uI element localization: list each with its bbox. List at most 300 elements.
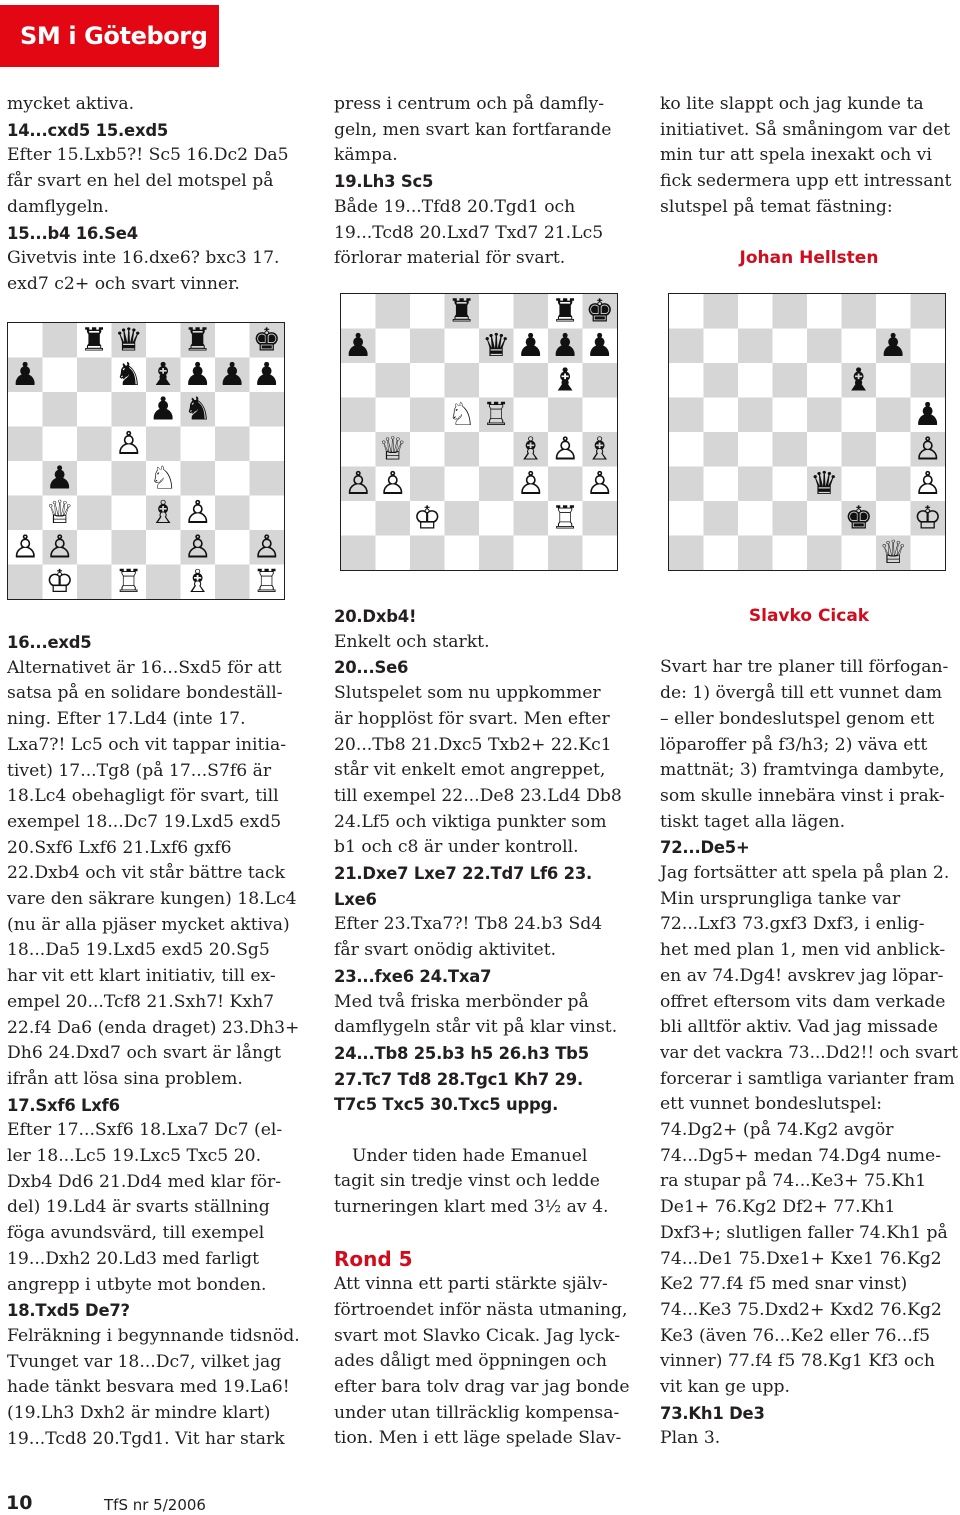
board-square	[704, 398, 739, 433]
board-square	[112, 392, 147, 427]
board-square	[43, 427, 78, 462]
round-heading: Rond 5	[334, 1246, 413, 1271]
chessboard	[668, 293, 946, 571]
board-square	[738, 432, 773, 467]
board-square	[807, 432, 842, 467]
text-line: 74...De1 75.Dxe1+ Kxe1 76.Kg2	[660, 1248, 942, 1269]
text-line: Lxa7?! Lc5 och vit tappar initia-	[7, 734, 287, 755]
board-square	[669, 398, 704, 433]
chess-diagram-3	[668, 293, 946, 571]
text-line: 20...Tb8 21.Dxc5 Txb2+ 22.Kc1	[334, 734, 612, 755]
move-line: 21.Dxe7 Lxe7 22.Td7 Lf6 23.	[334, 864, 593, 884]
board-square	[773, 501, 808, 536]
white-pawn-icon: ♙	[183, 495, 212, 532]
white-pawn-icon: ♙	[114, 426, 143, 463]
board-square	[410, 398, 445, 433]
black-knight-icon: ♞	[114, 357, 143, 394]
text-line: tion. Men i ett läge spelade Slav-	[334, 1428, 622, 1449]
board-square	[876, 501, 911, 536]
white-bishop-icon: ♗	[585, 431, 614, 468]
board-square	[215, 461, 250, 496]
board-square	[876, 398, 911, 433]
board-square	[704, 536, 739, 571]
white-pawn-icon: ♙	[45, 529, 74, 566]
text-line: empel 20...Tcf8 21.Sxh7! Kxh7	[7, 991, 275, 1012]
white-bishop-icon: ♗	[516, 431, 545, 468]
board-square	[250, 461, 285, 496]
text-line: ning. Efter 17.Ld4 (inte 17.	[7, 709, 246, 730]
board-square	[8, 323, 43, 358]
board-square	[514, 294, 549, 329]
board-square	[410, 363, 445, 398]
black-pawn-icon: ♟	[183, 357, 212, 394]
black-pawn-icon: ♟	[218, 357, 247, 394]
black-pawn-icon: ♟	[11, 357, 40, 394]
black-knight-icon: ♞	[183, 391, 212, 428]
board-square	[376, 294, 411, 329]
board-square	[341, 398, 376, 433]
text-line: damflygeln står vit på klar vinst.	[334, 1017, 618, 1038]
text-line: De1+ 76.Kg2 Df2+ 77.Kh1	[660, 1197, 896, 1218]
black-pawn-icon: ♟	[149, 391, 178, 428]
board-square	[738, 501, 773, 536]
white-bishop-icon: ♗	[183, 564, 212, 600]
board-square	[911, 536, 946, 571]
text-line: exd7 c2+ och svart vinner.	[7, 273, 240, 294]
white-pawn-icon: ♙	[551, 431, 580, 468]
board-square	[583, 363, 618, 398]
chessboard	[7, 322, 285, 600]
text-line: ifrån att lösa sina problem.	[7, 1068, 243, 1089]
board-square	[514, 363, 549, 398]
board-square	[738, 398, 773, 433]
board-square	[479, 363, 514, 398]
board-square	[77, 427, 112, 462]
text-line: forcerar i samtliga varianter fram	[660, 1068, 955, 1089]
board-square	[77, 565, 112, 600]
board-square	[341, 363, 376, 398]
board-square	[215, 427, 250, 462]
board-square	[341, 501, 376, 536]
move-line: Lxe6	[334, 889, 377, 909]
text-line: Dh6 24.Dxd7 och svart är långt	[7, 1043, 281, 1064]
text-line: Givetvis inte 16.dxe6? bxc3 17.	[7, 248, 280, 269]
board-square	[410, 329, 445, 364]
white-rook-icon: ♖	[114, 564, 143, 600]
board-square	[250, 392, 285, 427]
text-line: 19...Tcd8 20.Lxd7 Txd7 21.Lc5	[334, 222, 604, 243]
board-square	[215, 323, 250, 358]
text-line: Svart har tre planer till förfogan-	[660, 657, 949, 678]
text-line: geln, men svart kan fortfarande	[334, 119, 612, 140]
board-square	[8, 565, 43, 600]
text-line: (nu är alla pjäser mycket aktiva)	[7, 914, 290, 935]
text-line: offret eftersom vits dam verkade	[660, 991, 946, 1012]
board-square	[341, 432, 376, 467]
column-3	[660, 604, 958, 1452]
board-square	[410, 432, 445, 467]
board-square	[43, 323, 78, 358]
text-line: under utan tillräcklig kompensa-	[334, 1402, 620, 1423]
board-square	[842, 467, 877, 502]
board-square	[876, 467, 911, 502]
white-knight-icon: ♘	[447, 397, 476, 434]
board-square	[215, 496, 250, 531]
text-line: står vit enkelt emot angreppet,	[334, 760, 606, 781]
white-rook-icon: ♖	[482, 397, 511, 434]
text-line: Plan 3.	[660, 1428, 721, 1449]
text-line: Slutspelet som nu uppkommer	[334, 683, 601, 704]
board-square	[669, 501, 704, 536]
black-pawn-icon: ♟	[516, 328, 545, 365]
board-square	[8, 392, 43, 427]
board-square	[341, 294, 376, 329]
board-square	[250, 496, 285, 531]
text-line: slutspel på temat fästning:	[660, 196, 893, 217]
board-square	[807, 363, 842, 398]
move-line: T7c5 Txc5 30.Txc5 uppg.	[334, 1095, 559, 1115]
board-square	[112, 530, 147, 565]
black-rook-icon: ♜	[80, 322, 109, 359]
board-square	[669, 363, 704, 398]
board-square	[773, 432, 808, 467]
board-square	[146, 530, 181, 565]
text-line: – eller bondeslutspel genom ett	[660, 708, 935, 729]
white-queen-icon: ♕	[879, 535, 908, 571]
board-square	[479, 432, 514, 467]
chess-diagram-1	[7, 322, 285, 600]
text-line: 74...Ke3 75.Dxd2+ Kxd2 76.Kg2	[660, 1299, 942, 1320]
board-square	[842, 432, 877, 467]
white-rook-icon: ♖	[551, 500, 580, 537]
white-pawn-icon: ♙	[11, 529, 40, 566]
board-square	[738, 329, 773, 364]
board-square	[112, 496, 147, 531]
board-square	[215, 565, 250, 600]
magazine-issue: TfS nr 5/2006	[104, 1496, 206, 1514]
text-line	[660, 630, 958, 656]
board-square	[341, 536, 376, 571]
white-rook-icon: ♖	[252, 564, 281, 600]
board-square	[738, 467, 773, 502]
board-square	[77, 530, 112, 565]
white-bishop-icon: ♗	[149, 495, 178, 532]
white-king-icon: ♔	[45, 564, 74, 600]
board-square	[807, 398, 842, 433]
white-queen-icon: ♕	[378, 431, 407, 468]
white-pawn-icon: ♙	[913, 466, 942, 503]
text-line: Jag fortsätter att spela på plan 2.	[660, 863, 950, 884]
text-line: tivet) 17...Tg8 (på 17...S7f6 är	[7, 760, 272, 781]
board-square	[479, 501, 514, 536]
move-line: 20.Dxb4!	[334, 607, 417, 626]
board-square	[807, 294, 842, 329]
board-square	[8, 496, 43, 531]
black-king-icon: ♚	[585, 293, 614, 330]
board-square	[410, 467, 445, 502]
text-line: Ke3 (även 76...Ke2 eller 76...f5	[660, 1325, 931, 1346]
text-line: press i centrum och på damfly-	[334, 94, 605, 114]
board-square	[479, 294, 514, 329]
text-line	[660, 221, 958, 247]
board-square	[669, 536, 704, 571]
board-square	[376, 398, 411, 433]
board-square	[445, 432, 480, 467]
text-line: är hopplöst för svart. Men efter	[334, 708, 610, 729]
board-square	[410, 536, 445, 571]
black-pawn-icon: ♟	[344, 328, 373, 365]
column-1-top	[7, 92, 304, 298]
board-square	[583, 501, 618, 536]
board-square	[445, 501, 480, 536]
move-line: 73.Kh1 De3	[660, 1403, 765, 1423]
text-line: förlorar material för svart.	[334, 248, 566, 269]
board-square	[842, 294, 877, 329]
text-line: kämpa.	[334, 145, 398, 166]
board-square	[773, 398, 808, 433]
board-square	[669, 467, 704, 502]
text-line: efter bara tolv drag var jag bonde	[334, 1377, 630, 1398]
text-line: Dxb4 Dd6 21.Dd4 med klar för-	[7, 1171, 282, 1192]
board-square	[876, 432, 911, 467]
board-square	[773, 467, 808, 502]
black-pawn-icon: ♟	[913, 397, 942, 434]
board-square	[773, 329, 808, 364]
black-bishop-icon: ♝	[844, 362, 873, 399]
text-line: ra stupar på 74...Ke3+ 75.Kh1	[660, 1171, 927, 1192]
text-line: Efter 15.Lxb5?! Sc5 16.Dc2 Da5	[7, 145, 289, 166]
board-square	[376, 329, 411, 364]
text-line: får svart en hel del motspel på	[7, 171, 274, 192]
text-line: 72...Lxf3 73.gxf3 Dxf3, i enlig-	[660, 914, 925, 935]
board-square	[704, 432, 739, 467]
board-square	[583, 398, 618, 433]
board-square	[514, 501, 549, 536]
section-banner	[0, 5, 219, 67]
board-square	[376, 536, 411, 571]
move-line: 15...b4 16.Se4	[7, 223, 138, 243]
text-line: 19...Tcd8 20.Tgd1. Vit har stark	[7, 1428, 285, 1449]
board-square	[445, 467, 480, 502]
move-line: 27.Tc7 Td8 28.Tgc1 Kh7 29.	[334, 1069, 583, 1089]
text-line: ko lite slappt och jag kunde ta	[660, 94, 924, 114]
text-line: 24.Lf5 och viktiga punkter som	[334, 811, 607, 832]
text-line	[334, 1118, 630, 1144]
player-name: Johan Hellsten	[739, 248, 879, 269]
move-line: 16...exd5	[7, 633, 92, 652]
text-line: Under tiden hade Emanuel	[352, 1145, 588, 1166]
text-line: vinner) 77.f4 f5 78.Kg1 Kf3 och	[660, 1351, 935, 1372]
move-line: 20...Se6	[334, 658, 409, 678]
black-pawn-icon: ♟	[879, 328, 908, 365]
text-line: Att vinna ett parti stärkte själv-	[334, 1274, 608, 1295]
board-square	[146, 323, 181, 358]
text-line: vare den säkrare kungen) 18.Lc4	[7, 889, 297, 910]
text-line: min tur att spela inexakt och vi	[660, 145, 932, 166]
board-square	[807, 536, 842, 571]
text-line: hade tänkt besvara med 19.La6!	[7, 1377, 290, 1398]
board-square	[77, 358, 112, 393]
white-pawn-icon: ♙	[344, 466, 373, 503]
board-square	[911, 294, 946, 329]
text-line: satsa på en solidare bondeställ-	[7, 683, 283, 704]
text-line: damflygeln.	[7, 196, 109, 217]
black-queen-icon: ♛	[482, 328, 511, 365]
board-square	[43, 392, 78, 427]
board-square	[479, 467, 514, 502]
player-name: Slavko Cicak	[748, 606, 870, 626]
text-line: het med plan 1, men vid anblick-	[660, 940, 946, 961]
text-line: var det vackra 73...Dd2!! och svart	[660, 1042, 959, 1063]
text-line: Enkelt och starkt.	[334, 631, 490, 652]
move-line: 14...cxd5 15.exd5	[7, 120, 169, 140]
text-line: ett vunnet bondeslutspel:	[660, 1094, 883, 1115]
text-line: 20.Sxf6 Lxf6 21.Lxf6 gxf6	[7, 837, 232, 858]
text-line: turneringen klart med 3½ av 4.	[334, 1197, 609, 1218]
board-square	[842, 536, 877, 571]
text-line: får svart onödig aktivitet.	[334, 940, 557, 961]
board-square	[514, 398, 549, 433]
board-square	[250, 427, 285, 462]
board-square	[842, 398, 877, 433]
board-square	[479, 536, 514, 571]
white-queen-icon: ♕	[45, 495, 74, 532]
board-square	[704, 467, 739, 502]
black-rook-icon: ♜	[447, 293, 476, 330]
board-square	[669, 329, 704, 364]
board-square	[410, 294, 445, 329]
board-square	[376, 501, 411, 536]
white-pawn-icon: ♙	[585, 466, 614, 503]
board-square	[704, 501, 739, 536]
banner-title: SM i Göteborg	[20, 22, 208, 50]
white-pawn-icon: ♙	[183, 529, 212, 566]
text-line: de: 1) övergå till ett vunnet dam	[660, 683, 943, 704]
text-line: 22.Dxb4 och vit står bättre tack	[7, 863, 286, 884]
black-rook-icon: ♜	[183, 322, 212, 359]
white-pawn-icon: ♙	[913, 431, 942, 468]
black-rook-icon: ♜	[551, 293, 580, 330]
text-line: 74...Dg5+ medan 74.Dg4 nume-	[660, 1145, 942, 1166]
text-line: 19...Dxh2 20.Ld3 med farligt	[7, 1248, 260, 1269]
text-line: Dxf3+; slutligen faller 74.Kh1 på	[660, 1222, 948, 1243]
board-square	[704, 294, 739, 329]
black-pawn-icon: ♟	[551, 328, 580, 365]
text-line: tiskt taget alla lägen.	[660, 811, 846, 832]
board-square	[807, 329, 842, 364]
text-line: ler 18...Lc5 19.Lxc5 Txc5 20.	[7, 1146, 262, 1167]
text-line	[334, 1221, 630, 1247]
text-line: 74.Dg2+ (på 74.Kg2 avgör	[660, 1120, 894, 1141]
column-3-top	[660, 92, 958, 272]
text-line: som skulle innebära vinst i prak-	[660, 785, 945, 806]
board-square	[876, 363, 911, 398]
text-line: vit kan ge upp.	[660, 1377, 790, 1398]
board-square	[911, 329, 946, 364]
board-square	[704, 329, 739, 364]
text-line: bli alltför aktiv. Vad jag missade	[660, 1017, 939, 1038]
board-square	[77, 392, 112, 427]
move-line: 72...De5+	[660, 838, 750, 858]
text-line: angrepp i utbyte mot bonden.	[7, 1274, 267, 1295]
text-line: föga avundsvärd, till exempel	[7, 1223, 265, 1244]
board-square	[738, 536, 773, 571]
board-square	[548, 536, 583, 571]
text-line: Med två friska merbönder på	[334, 991, 589, 1012]
text-line: 18.Lc4 obehagligt för svart, till	[7, 786, 279, 807]
board-square	[146, 565, 181, 600]
text-line: en av 74.Dg4! avskrev jag löpar-	[660, 965, 944, 986]
text-line: 22.f4 Da6 (enda draget) 23.Dh3+	[7, 1017, 300, 1038]
column-2-top	[334, 92, 630, 272]
board-square	[583, 536, 618, 571]
board-square	[445, 363, 480, 398]
text-line: förtroendet inför nästa utmaning,	[334, 1299, 628, 1320]
black-king-icon: ♚	[844, 500, 873, 537]
text-line: (19.Lh3 Dxh2 är mindre klart)	[7, 1403, 271, 1424]
move-line: 18.Txd5 De7?	[7, 1301, 130, 1321]
board-square	[112, 461, 147, 496]
white-pawn-icon: ♙	[252, 529, 281, 566]
white-king-icon: ♔	[413, 500, 442, 537]
text-line: till exempel 22...De8 23.Ld4 Db8	[334, 785, 622, 806]
board-square	[514, 536, 549, 571]
board-square	[445, 536, 480, 571]
board-square	[445, 329, 480, 364]
board-square	[773, 536, 808, 571]
text-line: Alternativet är 16...Sxd5 för att	[7, 657, 282, 678]
board-square	[773, 294, 808, 329]
chess-diagram-2	[340, 293, 618, 571]
board-square	[43, 358, 78, 393]
board-square	[911, 363, 946, 398]
move-line: 23...fxe6 24.Txa7	[334, 966, 492, 986]
board-square	[181, 461, 216, 496]
text-line: b1 och c8 är under kontroll.	[334, 837, 579, 858]
text-line: initiativet. Så småningom var det	[660, 119, 951, 140]
board-square	[548, 467, 583, 502]
white-knight-icon: ♘	[149, 460, 178, 497]
board-square	[738, 363, 773, 398]
white-pawn-icon: ♙	[378, 466, 407, 503]
white-king-icon: ♔	[913, 500, 942, 537]
board-square	[669, 294, 704, 329]
text-line: har vit ett klart initiativ, till ex-	[7, 966, 276, 987]
text-line: Min ursprungliga tanke var	[660, 888, 901, 909]
board-square	[876, 294, 911, 329]
text-line: ades dåligt med öppningen och	[334, 1351, 607, 1372]
column-1	[7, 630, 304, 1453]
black-bishop-icon: ♝	[551, 362, 580, 399]
board-square	[704, 363, 739, 398]
board-square	[807, 501, 842, 536]
board-square	[181, 427, 216, 462]
board-square	[669, 432, 704, 467]
text-line: fick sedermera upp ett intressant	[660, 171, 952, 192]
text-line: tagit sin tredje vinst och ledde	[334, 1171, 600, 1192]
board-square	[738, 294, 773, 329]
black-king-icon: ♚	[252, 322, 281, 359]
column-2	[334, 604, 630, 1452]
black-queen-icon: ♛	[810, 466, 839, 503]
text-line: svart mot Slavko Cicak. Jag lyck-	[334, 1325, 621, 1346]
text-line: Ke2 77.f4 f5 med snar vinst)	[660, 1274, 908, 1295]
move-line: 17.Sxf6 Lxf6	[7, 1095, 120, 1115]
text-line: exempel 18...Dc7 19.Lxd5 exd5	[7, 811, 282, 832]
board-square	[215, 530, 250, 565]
move-line: 19.Lh3 Sc5	[334, 172, 434, 192]
chessboard	[340, 293, 618, 571]
